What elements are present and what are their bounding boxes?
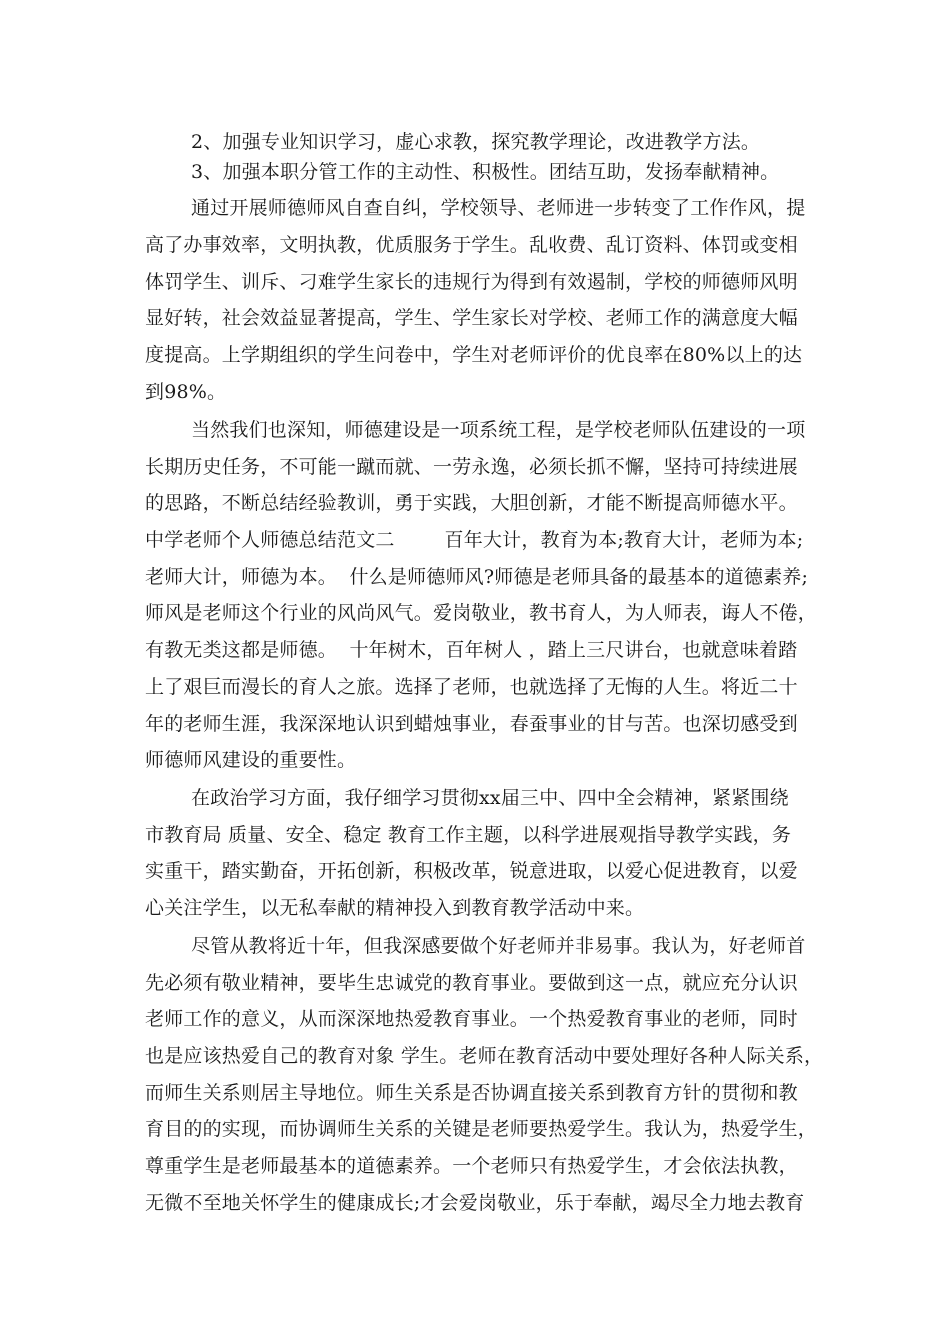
text-line: 尽管从教将近十年，但我深感要做个好老师并非易事。我认为，好老师首 [191, 935, 806, 957]
text-line: 实重干，踏实勤奋，开拓创新，积极改革，锐意进取，以爱心促进教育，以爱 [145, 860, 798, 882]
text-line: 尊重学生是老师最基本的道德素养。一个老师只有热爱学生，才会依法执教， [145, 1155, 798, 1177]
text-line: 3、加强本职分管工作的主动性、积极性。团结互助，发扬奉献精神。 [191, 161, 780, 183]
text-line: 年的老师生涯，我深深地认识到蜡烛事业，春蚕事业的甘与苦。也深切感受到 [145, 713, 798, 735]
text-line: 市教育局 质量、安全、稳定 教育工作主题，以科学进展观指导教学实践，务 [145, 824, 792, 846]
text-line: 到98%。 [145, 381, 227, 403]
text-line: 老师工作的意义，从而深深地热爱教育事业。一个热爱教育事业的老师，同时 [145, 1008, 798, 1030]
text-line: 2、加强专业知识学习，虚心求教，探究教学理论，改进教学方法。 [191, 131, 761, 153]
text-line: 中学老师个人师德总结范文二 百年大计，教育为本;教育大计，老师为本; [145, 529, 804, 551]
text-line: 师风是老师这个行业的风尚风气。爱岗敬业，教书育人，为人师表，诲人不倦， [145, 602, 818, 624]
text-line: 有教无类这都是师德。 十年树木，百年树人 ，踏上三尺讲台，也就意味着踏 [145, 639, 798, 661]
text-line: 长期历史任务，不可能一蹴而就、一劳永逸，必须长抓不懈，坚持可持续进展 [145, 456, 798, 478]
text-line: 师德师风建设的重要性。 [145, 749, 357, 771]
text-line: 在政治学习方面，我仔细学习贯彻xx届三中、四中全会精神，紧紧围绕 [191, 787, 789, 809]
text-line: 的思路，不断总结经验教训，勇于实践，大胆创新，才能不断提高师德水平。 [145, 492, 798, 514]
text-line: 显好转，社会效益显著提高，学生、学生家长对学校、老师工作的满意度大幅 [145, 307, 798, 329]
text-line: 心关注学生，以无私奉献的精神投入到教育教学活动中来。 [145, 897, 645, 919]
text-line: 育目的的实现，而协调师生关系的关键是老师要热爱学生。我认为，热爱学生， [145, 1118, 818, 1140]
text-line: 上了艰巨而漫长的育人之旅。选择了老师，也就选择了无悔的人生。将近二十 [145, 676, 798, 698]
text-line: 也是应该热爱自己的教育对象 学生。老师在教育活动中要处理好各种人际关系， [145, 1045, 824, 1067]
text-line: 当然我们也深知，师德建设是一项系统工程，是学校老师队伍建设的一项 [191, 419, 806, 441]
text-line: 而师生关系则居主导地位。师生关系是否协调直接关系到教育方针的贯彻和教 [145, 1082, 798, 1104]
text-line: 度提高。上学期组织的学生问卷中，学生对老师评价的优良率在80%以上的达 [145, 344, 803, 366]
text-line: 高了办事效率，文明执教，优质服务于学生。乱收费、乱订资料、体罚或变相 [145, 234, 798, 256]
text-line: 老师大计，师德为本。 什么是师德师风?师德是老师具备的最基本的道德素养; [145, 566, 809, 588]
text-line: 体罚学生、训斥、刁难学生家长的违规行为得到有效遏制，学校的师德师风明 [145, 271, 798, 293]
text-line: 通过开展师德师风自查自纠，学校领导、老师进一步转变了工作作风，提 [191, 197, 806, 219]
text-line: 先必须有敬业精神，要毕生忠诚党的教育事业。要做到这一点，就应充分认识 [145, 972, 798, 994]
text-line: 无微不至地关怀学生的健康成长;才会爱岗敬业，乐于奉献，竭尽全力地去教育 [145, 1192, 805, 1214]
